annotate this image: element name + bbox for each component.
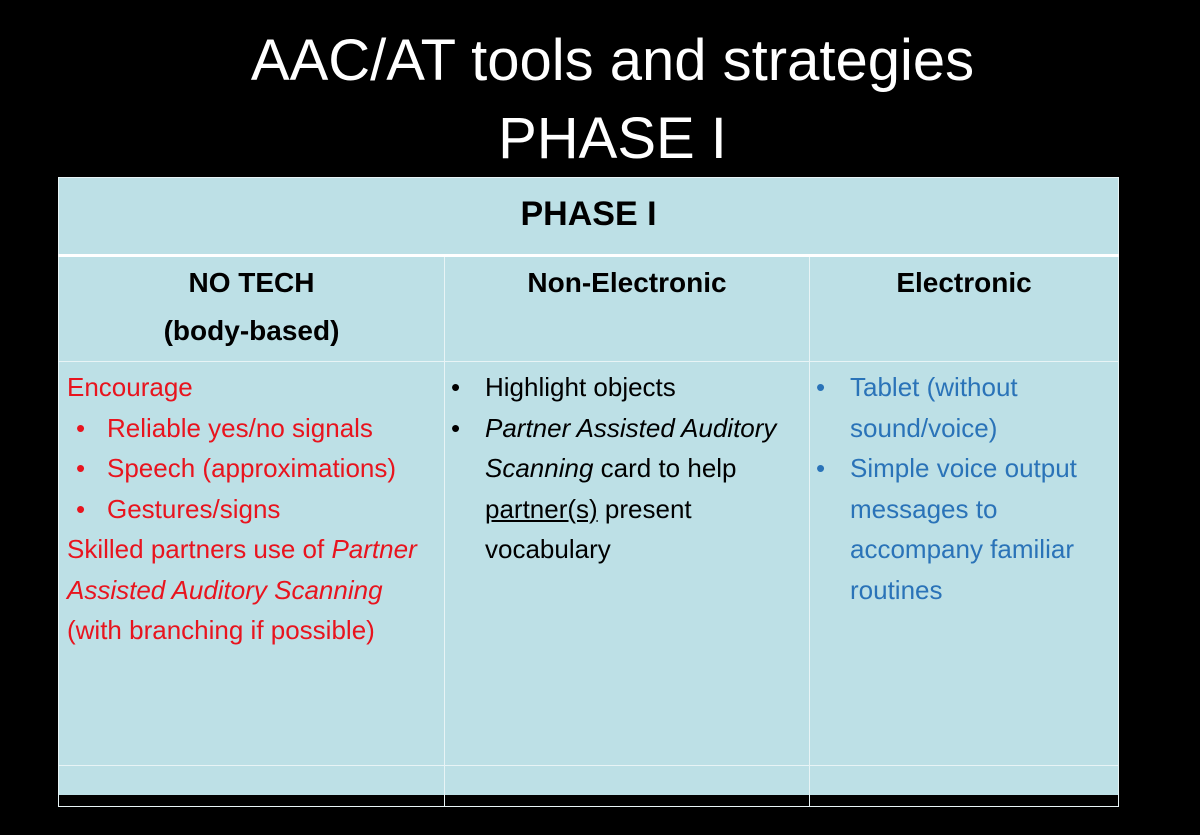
- no-tech-paragraph: [67, 529, 444, 651]
- column-header-non-electronic: [445, 256, 810, 362]
- non-electronic-underlined: partner(s): [485, 493, 598, 524]
- list-item: • Highlight objects: [445, 367, 809, 408]
- list-item: • Reliable yes/no signals: [67, 408, 444, 449]
- list-item: • Speech (approximations): [67, 448, 444, 489]
- slide-title-line1: AAC/AT tools and strategies: [250, 28, 975, 93]
- column-header-non-electronic-label: Non-Electronic: [527, 267, 727, 298]
- list-item: [445, 408, 809, 570]
- no-tech-paragraph-text: Skilled partners use of: [67, 534, 332, 564]
- column-header-no-tech-line1: NO TECH: [188, 267, 315, 298]
- phase-header: PHASE I: [59, 178, 1119, 256]
- column-header-no-tech-line2: (body-based): [163, 315, 340, 346]
- electronic-list: [810, 367, 1118, 610]
- list-item: • Gestures/signs: [67, 489, 444, 530]
- no-tech-paragraph-text-end: (with branching if possible): [67, 615, 375, 645]
- list-item: • Tablet (without sound/voice): [810, 367, 1118, 448]
- slide-title: [0, 22, 1200, 178]
- non-electronic-text-end: present vocabulary: [485, 493, 692, 564]
- no-tech-list: [67, 408, 444, 530]
- empty-cell: [59, 766, 445, 807]
- no-tech-cell: [59, 362, 445, 766]
- column-header-no-tech: [59, 256, 445, 362]
- column-header-electronic-label: Electronic: [896, 267, 1032, 298]
- empty-cell: [810, 766, 1119, 807]
- non-electronic-italic: Partner Assisted Auditory Scanning: [485, 412, 777, 483]
- non-electronic-cell: [445, 362, 810, 766]
- no-tech-intro: Encourage: [67, 372, 193, 402]
- phase-table: [58, 177, 1118, 795]
- non-electronic-text: card to help: [593, 453, 737, 483]
- slide-title-line2: PHASE I: [498, 106, 727, 171]
- empty-cell: [445, 766, 810, 807]
- column-header-electronic: [810, 256, 1119, 362]
- list-item: • Simple voice output messages to accompany familiar routines: [810, 448, 1118, 610]
- no-tech-paragraph-italic: Partner Assisted Auditory Scanning: [67, 534, 417, 605]
- non-electronic-list: [445, 367, 809, 570]
- electronic-cell: [810, 362, 1119, 766]
